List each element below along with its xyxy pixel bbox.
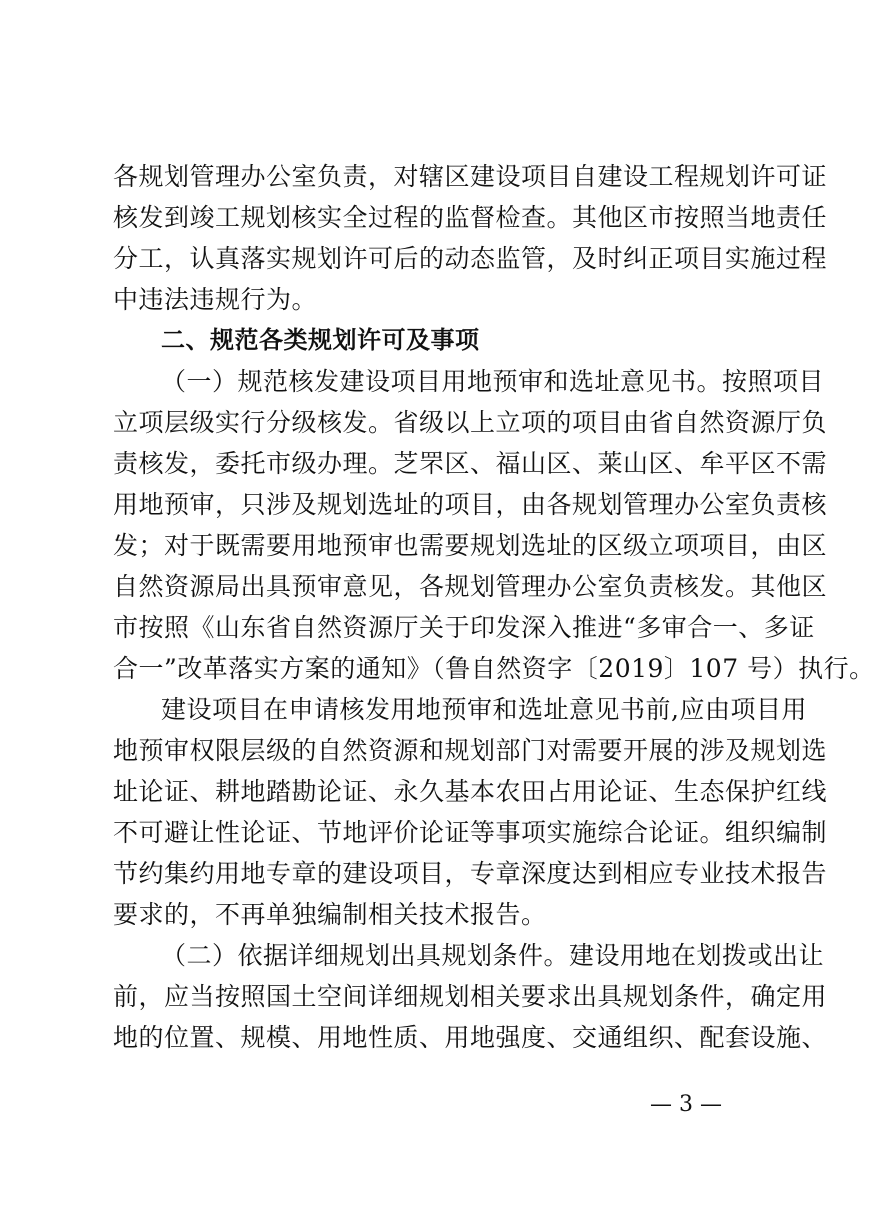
text-line: 各规划管理办公室负责，对辖区建设项目自建设工程规划许可证 <box>113 162 828 191</box>
body-text <box>113 156 875 1058</box>
text-line: 用地预审，只涉及规划选址的项目，由各规划管理办公室负责核 <box>113 490 828 519</box>
subsection-heading-line: （二）依据详细规划出具规划条件。建设用地在划拨或出让 <box>161 941 825 970</box>
text-line: 中违法违规行为。 <box>113 285 318 314</box>
text-line: 建设项目在申请核发用地预审和选址意见书前,应由项目用 <box>161 695 807 724</box>
text-line: 立项层级实行分级核发。省级以上立项的项目由省自然资源厅负 <box>113 408 828 437</box>
text-line: 责核发，委托市级办理。芝罘区、福山区、莱山区、牟平区不需 <box>113 449 828 478</box>
text-line: 发；对于既需要用地预审也需要规划选址的区级立项项目，由区 <box>113 531 828 560</box>
text-line: 不可避让性论证、节地评价论证等事项实施综合论证。组织编制 <box>113 818 828 847</box>
section-heading: 二、规范各类规划许可及事项 <box>161 326 480 354</box>
subsection-heading-line: （一）规范核发建设项目用地预审和选址意见书。按照项目 <box>161 367 825 396</box>
text-line: 分工，认真落实规划许可后的动态监管，及时纠正项目实施过程 <box>113 244 828 273</box>
text-line: 市按照《山东省自然资源厅关于印发深入推进“多审合一、多证 <box>113 613 815 642</box>
text-line: 地的位置、规模、用地性质、用地强度、交通组织、配套设施、 <box>113 1023 828 1052</box>
text-line: 前，应当按照国土空间详细规划相关要求出具规划条件，确定用 <box>113 982 828 1011</box>
text-line: 地预审权限层级的自然资源和规划部门对需要开展的涉及规划选 <box>113 736 828 765</box>
text-line: 自然资源局出具预审意见，各规划管理办公室负责核发。其他区 <box>113 572 828 601</box>
text-line: 合一”改革落实方案的通知》（鲁自然资字〔2019〕107 号）执行。 <box>113 654 875 683</box>
page-number: — 3 — <box>650 1092 722 1117</box>
text-line: 址论证、耕地踏勘论证、永久基本农田占用论证、生态保护红线 <box>113 777 828 806</box>
text-line: 要求的，不再单独编制相关技术报告。 <box>113 900 547 929</box>
text-line: 核发到竣工规划核实全过程的监督检查。其他区市按照当地责任 <box>113 203 828 232</box>
text-line: 节约集约用地专章的建设项目，专章深度达到相应专业技术报告 <box>113 859 828 888</box>
